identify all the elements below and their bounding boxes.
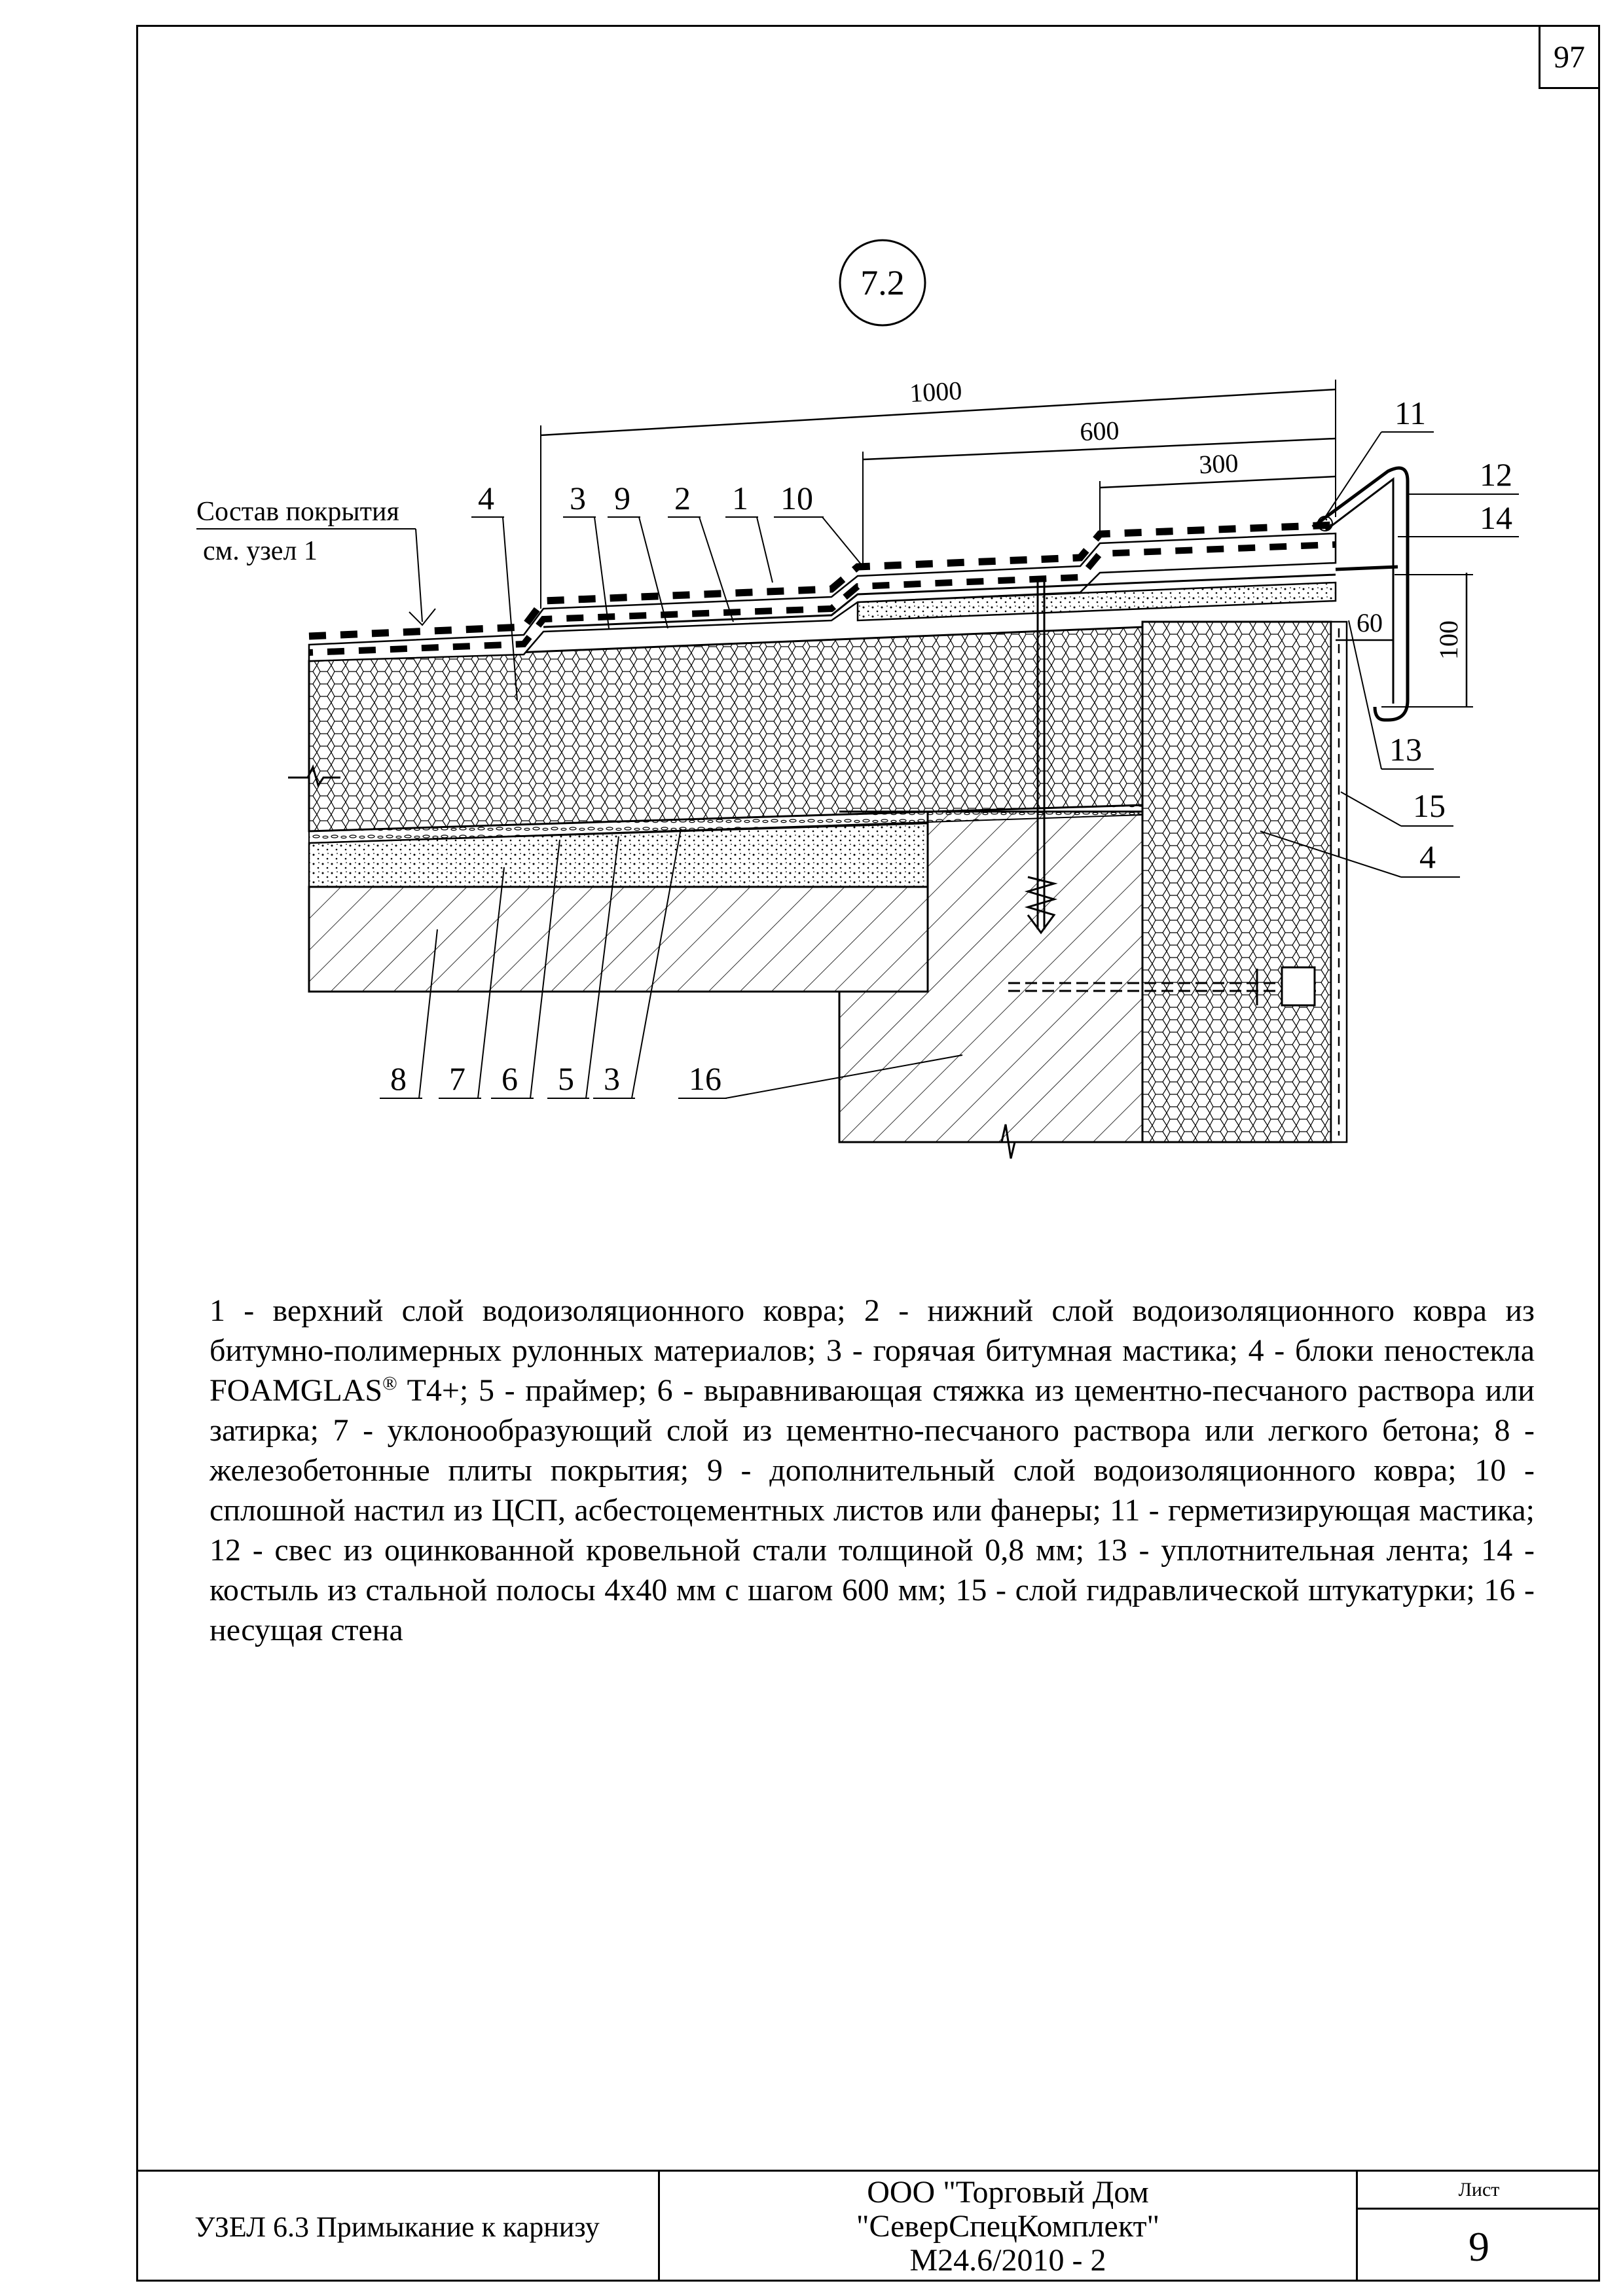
dimension-300 [1100, 448, 1336, 537]
concrete-slab [309, 887, 928, 992]
stamp-sheet-label: Лист [1358, 2172, 1600, 2210]
svg-text:см. узел 1: см. узел 1 [203, 536, 318, 566]
svg-text:3: 3 [570, 480, 586, 516]
node-label [840, 240, 925, 325]
svg-text:7: 7 [449, 1060, 465, 1097]
page-number: 97 [1539, 25, 1600, 89]
svg-text:13: 13 [1389, 731, 1422, 768]
svg-text:9: 9 [614, 480, 630, 516]
svg-text:8: 8 [390, 1060, 407, 1097]
svg-text:6: 6 [501, 1060, 518, 1097]
svg-text:100: 100 [1434, 620, 1463, 660]
composition-note [196, 497, 435, 625]
legend-text: 1 - верхний слой водоизоляционного ковра; 2 - нижний слой водоизоляционного ковра из битумно-полимерных рулонных материалов; 3 - горячая битумная мастика; 4 - блоки пеностекла FOAMGLAS® T4+; 5 - праймер; 6 - выравнивающая стяжка из цементно-песчаного раствора или затирка; 7 - уклонообразующий слой из цементно-песчаного раствора или легкого бетона; 8 - железобетонные плиты покрытия; 9 - дополнительный слой водоизоляционного ковра; 10 - сплошной настил из ЦСП, асбестоцементных листов или фанеры; 11 - герметизирующая мастика; 12 - свес из оцинкованной кровельной стали толщиной 0,8 мм; 13 - уплотнительная лента; 14 - костыль из стальной полосы 4х40 мм с шагом 600 мм; 15 - слой гидравлической штукатурки; 16 - несущая стена [210, 1293, 1535, 1647]
stamp-org-line1: ООО "Торговый Дом [867, 2175, 1149, 2210]
svg-text:300: 300 [1198, 448, 1239, 480]
svg-text:5: 5 [558, 1060, 574, 1097]
stamp-organization [660, 2170, 1358, 2282]
svg-text:4: 4 [478, 480, 494, 516]
svg-text:7.2: 7.2 [860, 263, 905, 302]
svg-text:Состав покрытия: Состав покрытия [196, 497, 399, 527]
title-block [136, 2170, 1600, 2282]
svg-text:15: 15 [1413, 787, 1446, 824]
svg-text:600: 600 [1079, 415, 1120, 447]
stamp-title: УЗЕЛ 6.3 Примыкание к карнизу [136, 2170, 660, 2282]
svg-text:12: 12 [1480, 456, 1512, 493]
stamp-code: М24.6/2010 - 2 [909, 2243, 1106, 2278]
dimension-100 [1381, 573, 1473, 707]
svg-text:60: 60 [1357, 608, 1383, 637]
stamp-sheet-number: 9 [1468, 2223, 1489, 2270]
svg-text:1: 1 [732, 480, 748, 516]
svg-text:14: 14 [1480, 499, 1512, 536]
svg-text:16: 16 [689, 1060, 721, 1097]
svg-text:4: 4 [1419, 838, 1436, 875]
svg-text:10: 10 [780, 480, 813, 516]
foamglas-insulation-wall [1142, 622, 1331, 1142]
stamp-org-line2: "СеверСпецКомплект" [856, 2209, 1160, 2244]
hydraulic-plaster [1331, 622, 1347, 1142]
svg-text:3: 3 [604, 1060, 620, 1097]
svg-text:11: 11 [1395, 395, 1427, 431]
svg-text:2: 2 [674, 480, 691, 516]
stamp-sheet [1358, 2170, 1600, 2282]
svg-text:1000: 1000 [908, 375, 963, 408]
